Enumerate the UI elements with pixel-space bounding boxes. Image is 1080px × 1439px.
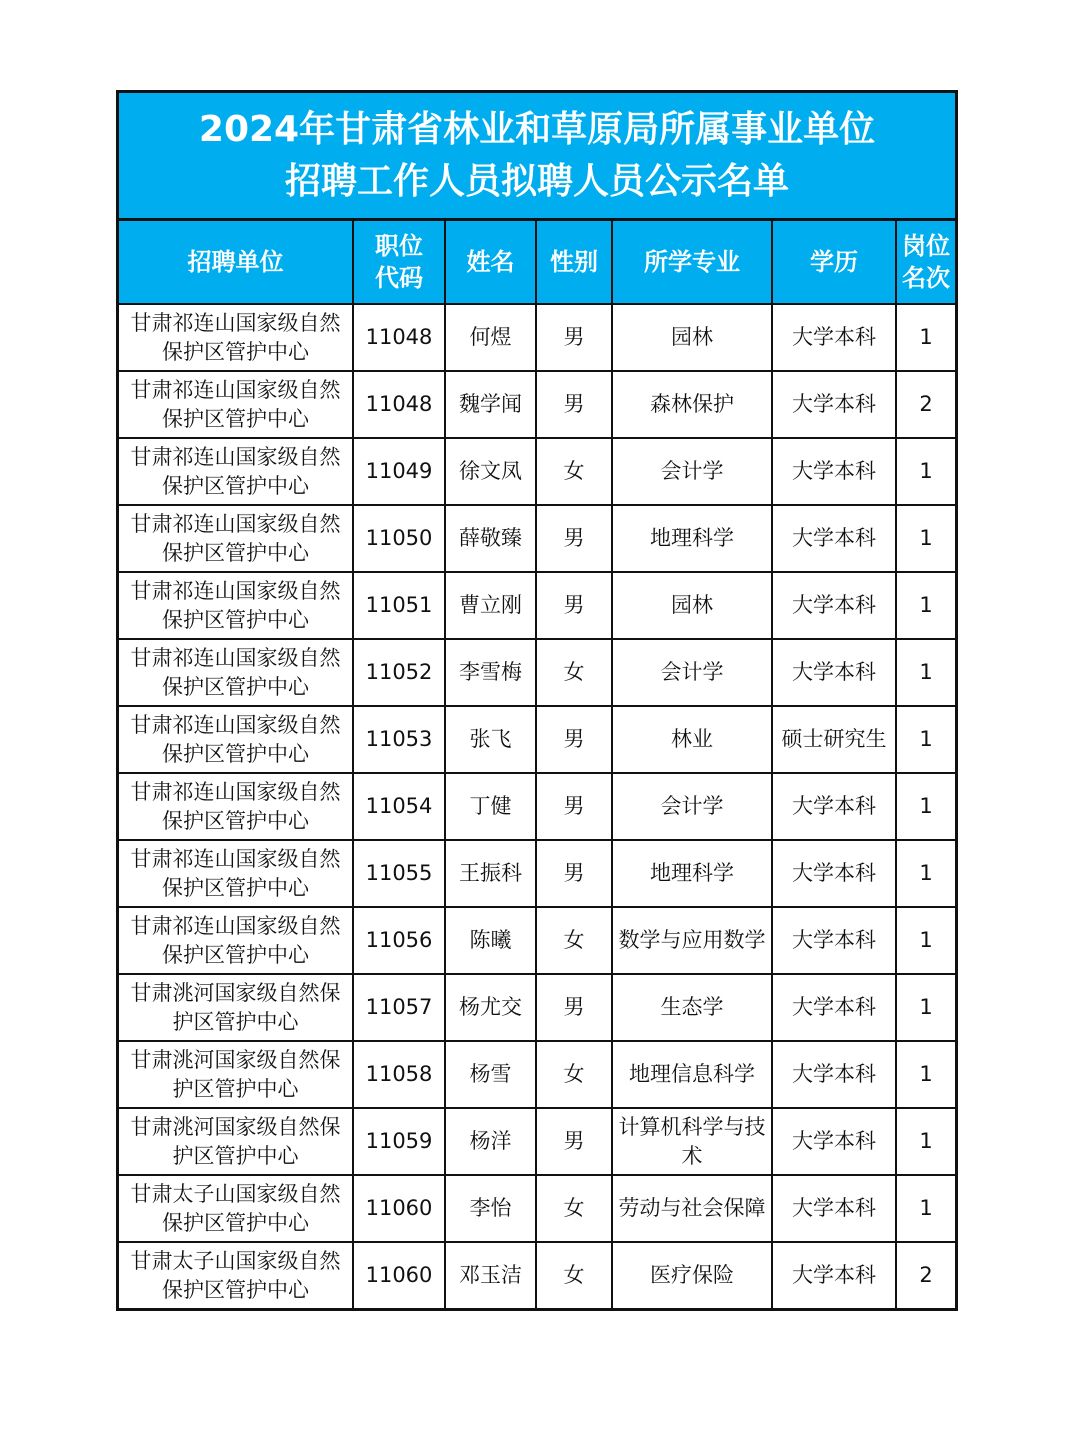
cell-unit: 甘肃洮河国家级自然保护区管护中心 [119, 1108, 353, 1175]
header-code [353, 221, 445, 304]
cell-unit: 甘肃祁连山国家级自然保护区管护中心 [119, 371, 353, 438]
cell-edu: 大学本科 [772, 438, 896, 505]
cell-edu: 大学本科 [772, 974, 896, 1041]
candidate-table [119, 221, 955, 1308]
table-row [119, 706, 955, 773]
cell-code: 11058 [353, 1041, 445, 1108]
cell-unit: 甘肃祁连山国家级自然保护区管护中心 [119, 438, 353, 505]
cell-rank: 1 [896, 907, 955, 974]
cell-unit: 甘肃祁连山国家级自然保护区管护中心 [119, 505, 353, 572]
cell-sex: 女 [536, 1242, 612, 1308]
cell-sex: 女 [536, 907, 612, 974]
table-row [119, 1108, 955, 1175]
table-row [119, 1242, 955, 1308]
cell-major: 地理科学 [612, 840, 772, 907]
cell-unit: 甘肃祁连山国家级自然保护区管护中心 [119, 706, 353, 773]
cell-major: 会计学 [612, 639, 772, 706]
cell-sex: 男 [536, 974, 612, 1041]
header-row [119, 221, 955, 304]
cell-edu: 大学本科 [772, 773, 896, 840]
title-line-1: 2024年甘肃省林业和草原局所属事业单位 [198, 108, 876, 150]
table-row [119, 1175, 955, 1242]
header-edu-label: 学历 [810, 248, 858, 276]
cell-major: 会计学 [612, 438, 772, 505]
header-edu [772, 221, 896, 304]
cell-major: 劳动与社会保障 [612, 1175, 772, 1242]
table-row [119, 438, 955, 505]
header-sex [536, 221, 612, 304]
header-code-label: 职位代码 [375, 232, 423, 292]
cell-code: 11056 [353, 907, 445, 974]
table-row [119, 371, 955, 438]
cell-rank: 1 [896, 706, 955, 773]
cell-sex: 男 [536, 572, 612, 639]
cell-sex: 男 [536, 1108, 612, 1175]
cell-name: 陈曦 [445, 907, 536, 974]
cell-edu: 大学本科 [772, 639, 896, 706]
cell-sex: 女 [536, 438, 612, 505]
cell-major: 森林保护 [612, 371, 772, 438]
cell-name: 杨雪 [445, 1041, 536, 1108]
cell-rank: 1 [896, 840, 955, 907]
table-row [119, 840, 955, 907]
cell-unit: 甘肃太子山国家级自然保护区管护中心 [119, 1175, 353, 1242]
table-row [119, 304, 955, 371]
cell-rank: 1 [896, 304, 955, 371]
announcement-table [116, 90, 958, 1311]
cell-code: 11052 [353, 639, 445, 706]
cell-edu: 大学本科 [772, 304, 896, 371]
cell-unit: 甘肃祁连山国家级自然保护区管护中心 [119, 773, 353, 840]
cell-code: 11054 [353, 773, 445, 840]
cell-name: 曹立刚 [445, 572, 536, 639]
table-row [119, 639, 955, 706]
cell-code: 11050 [353, 505, 445, 572]
header-unit [119, 221, 353, 304]
header-rank [896, 221, 955, 304]
cell-edu: 大学本科 [772, 1242, 896, 1308]
cell-unit: 甘肃祁连山国家级自然保护区管护中心 [119, 572, 353, 639]
cell-edu: 大学本科 [772, 572, 896, 639]
cell-code: 11055 [353, 840, 445, 907]
cell-name: 张飞 [445, 706, 536, 773]
cell-major: 生态学 [612, 974, 772, 1041]
cell-code: 11053 [353, 706, 445, 773]
cell-unit: 甘肃太子山国家级自然保护区管护中心 [119, 1242, 353, 1308]
cell-edu: 硕士研究生 [772, 706, 896, 773]
cell-sex: 女 [536, 639, 612, 706]
cell-rank: 1 [896, 639, 955, 706]
cell-name: 邓玉洁 [445, 1242, 536, 1308]
cell-edu: 大学本科 [772, 1041, 896, 1108]
cell-rank: 1 [896, 1108, 955, 1175]
header-name-label: 姓名 [466, 248, 515, 276]
cell-unit: 甘肃祁连山国家级自然保护区管护中心 [119, 840, 353, 907]
cell-code: 11059 [353, 1108, 445, 1175]
cell-edu: 大学本科 [772, 1175, 896, 1242]
cell-rank: 1 [896, 1175, 955, 1242]
header-sex-label: 性别 [550, 248, 598, 276]
cell-sex: 男 [536, 371, 612, 438]
cell-unit: 甘肃祁连山国家级自然保护区管护中心 [119, 639, 353, 706]
cell-sex: 男 [536, 706, 612, 773]
cell-edu: 大学本科 [772, 371, 896, 438]
cell-sex: 男 [536, 773, 612, 840]
table-row [119, 773, 955, 840]
cell-unit: 甘肃祁连山国家级自然保护区管护中心 [119, 907, 353, 974]
cell-name: 王振科 [445, 840, 536, 907]
cell-rank: 1 [896, 572, 955, 639]
table-row [119, 505, 955, 572]
cell-unit: 甘肃洮河国家级自然保护区管护中心 [119, 974, 353, 1041]
table-row [119, 1041, 955, 1108]
cell-rank: 1 [896, 505, 955, 572]
table-title [119, 93, 955, 221]
cell-code: 11048 [353, 371, 445, 438]
cell-major: 医疗保险 [612, 1242, 772, 1308]
cell-name: 薛敬臻 [445, 505, 536, 572]
cell-unit: 甘肃洮河国家级自然保护区管护中心 [119, 1041, 353, 1108]
cell-rank: 2 [896, 1242, 955, 1308]
title-line-2: 招聘工作人员拟聘人员公示名单 [284, 160, 789, 202]
cell-rank: 2 [896, 371, 955, 438]
cell-major: 林业 [612, 706, 772, 773]
header-rank-label: 岗位名次 [902, 232, 950, 292]
cell-code: 11060 [353, 1175, 445, 1242]
cell-sex: 男 [536, 505, 612, 572]
cell-name: 徐文凤 [445, 438, 536, 505]
cell-sex: 男 [536, 840, 612, 907]
cell-major: 园林 [612, 572, 772, 639]
header-unit-label: 招聘单位 [187, 248, 284, 276]
cell-edu: 大学本科 [772, 907, 896, 974]
cell-major: 计算机科学与技术 [612, 1108, 772, 1175]
cell-edu: 大学本科 [772, 1108, 896, 1175]
cell-name: 李雪梅 [445, 639, 536, 706]
cell-rank: 1 [896, 438, 955, 505]
cell-rank: 1 [896, 974, 955, 1041]
table-body [119, 304, 955, 1308]
table-row [119, 907, 955, 974]
cell-code: 11060 [353, 1242, 445, 1308]
cell-unit: 甘肃祁连山国家级自然保护区管护中心 [119, 304, 353, 371]
cell-rank: 1 [896, 773, 955, 840]
cell-major: 地理信息科学 [612, 1041, 772, 1108]
cell-code: 11057 [353, 974, 445, 1041]
header-major [612, 221, 772, 304]
cell-name: 杨洋 [445, 1108, 536, 1175]
cell-edu: 大学本科 [772, 840, 896, 907]
cell-name: 魏学闻 [445, 371, 536, 438]
cell-name: 杨尤交 [445, 974, 536, 1041]
cell-code: 11048 [353, 304, 445, 371]
table-row [119, 974, 955, 1041]
cell-major: 地理科学 [612, 505, 772, 572]
cell-code: 11049 [353, 438, 445, 505]
cell-major: 会计学 [612, 773, 772, 840]
cell-edu: 大学本科 [772, 505, 896, 572]
cell-sex: 女 [536, 1175, 612, 1242]
cell-name: 何煜 [445, 304, 536, 371]
cell-major: 园林 [612, 304, 772, 371]
table-row [119, 572, 955, 639]
header-major-label: 所学专业 [644, 248, 740, 276]
cell-name: 李怡 [445, 1175, 536, 1242]
cell-code: 11051 [353, 572, 445, 639]
cell-name: 丁健 [445, 773, 536, 840]
cell-sex: 男 [536, 304, 612, 371]
cell-major: 数学与应用数学 [612, 907, 772, 974]
cell-rank: 1 [896, 1041, 955, 1108]
cell-sex: 女 [536, 1041, 612, 1108]
header-name [445, 221, 536, 304]
